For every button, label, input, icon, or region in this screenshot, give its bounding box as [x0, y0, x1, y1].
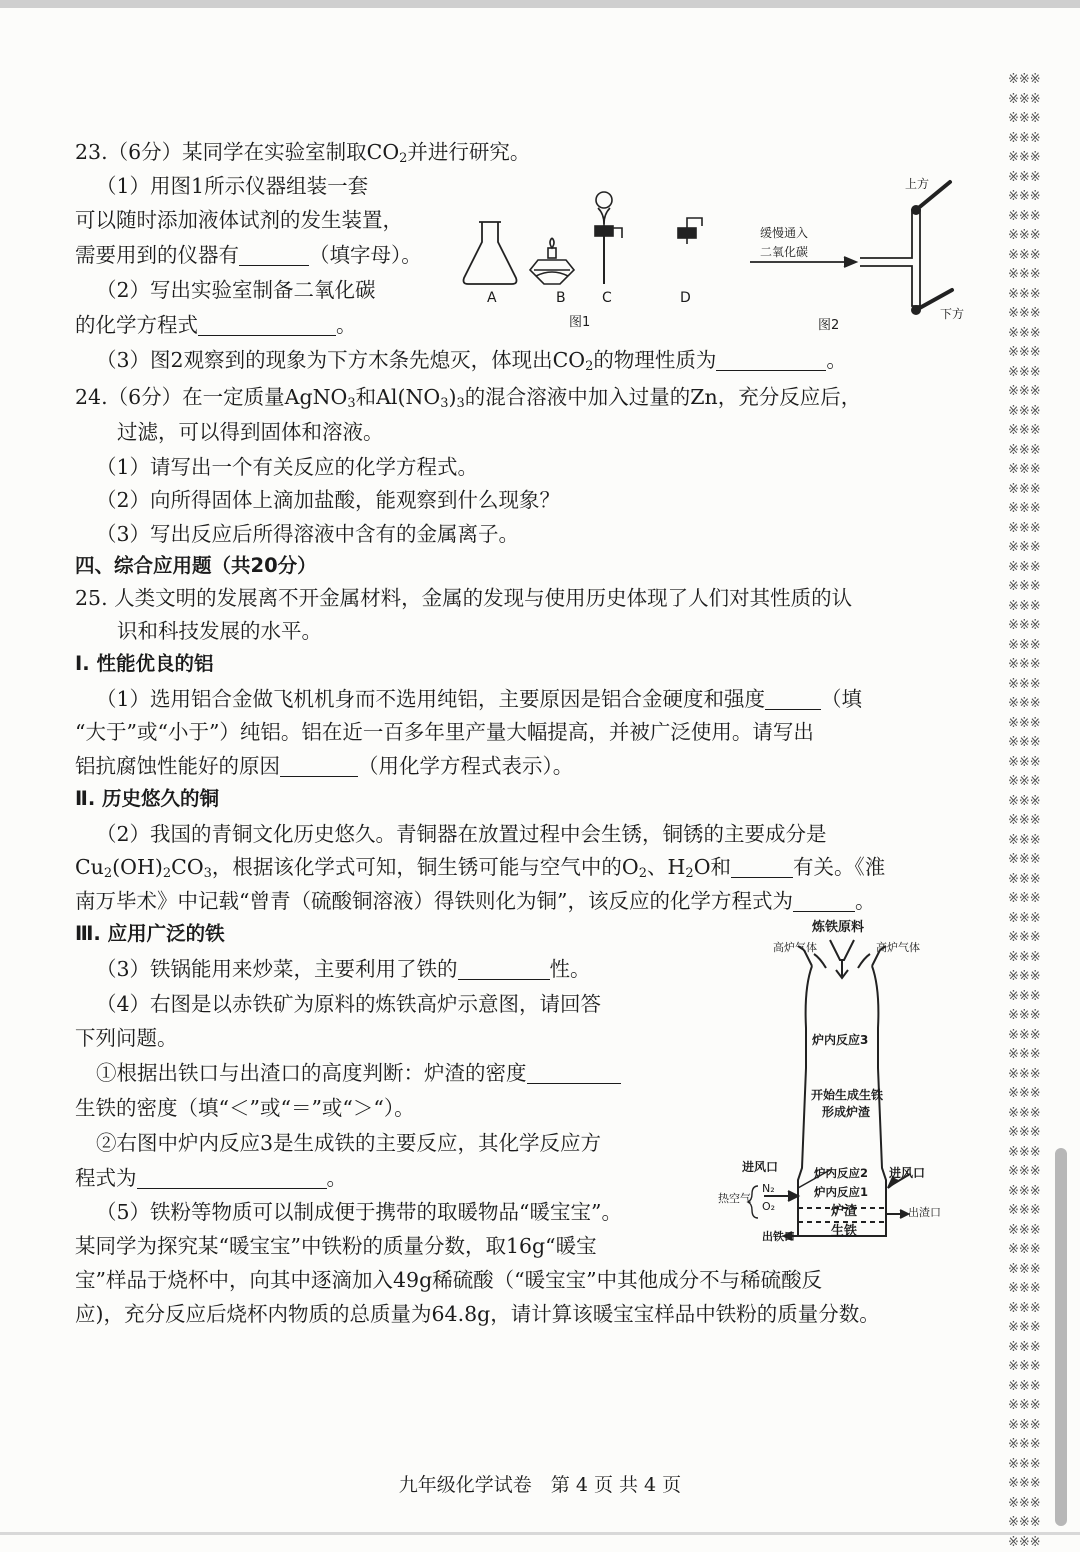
q25-part3: （3）铁锅能用来炒菜，主要利用了铁的 性。: [96, 957, 591, 981]
q23-part2: （2）写出实验室制备二氧化碳: [96, 278, 376, 302]
section-4-heading: 四、综合应用题（共20分）: [75, 554, 317, 577]
q23-part3: （3）图2观察到的现象为下方木条先熄灭，体现出$CO_2$的物理性质为 。: [96, 348, 847, 374]
answer-blank[interactable]: [793, 891, 855, 912]
q25-part5: （5）铁粉等物质可以制成便于携带的取暖物品“暖宝宝”。: [96, 1200, 623, 1224]
fig1-label-c: C: [602, 290, 612, 306]
answer-blank[interactable]: [716, 350, 826, 371]
q25-part4: （4）右图是以赤铁矿为原料的炼铁高炉示意图，请回答: [96, 992, 602, 1016]
top-bar: [0, 0, 1080, 8]
answer-blank[interactable]: [137, 1168, 327, 1189]
q25-part4-item1: ①根据出铁口与出渣口的高度判断：炉渣的密度: [96, 1059, 621, 1087]
q24-line2: 过滤，可以得到固体和溶液。: [117, 420, 384, 444]
answer-blank[interactable]: [458, 959, 550, 980]
furnace-inlet-left: 进风口: [742, 1160, 779, 1174]
q23-part2-line2: 的化学方程式 。: [75, 313, 357, 337]
q25-part2-line3: 南万毕术》中记载“曾青（硫酸铜溶液）得铁则化为铜”，该反应的化学方程式为 。: [75, 889, 876, 913]
q25-intro-line2: 识和科技发展的水平。: [117, 619, 322, 643]
fig2-inlet-label-1: 缓慢通入: [760, 226, 809, 240]
answer-blank[interactable]: [239, 245, 309, 266]
q23-part1: （1）用图1所示仪器组装一套: [96, 174, 369, 198]
furnace-slag-outlet: 出渣口: [908, 1206, 941, 1219]
q25-part5-line3: 宝”样品于烧杯中，向其中逐滴加入49g稀硫酸（“暖宝宝”中其他成分不与稀硫酸反: [75, 1268, 823, 1292]
q25-part1-line2: “大于”或“小于”）纯铝。铝在近一百多年里产量大幅提高，并被广泛使用。请写出: [75, 720, 814, 744]
alcohol-lamp-icon: [530, 238, 574, 284]
q24-title: 24.（6分）在一定质量AgNO$_3$和$Al(NO_3)_3$的混合溶液中加入过量的Zn，充分反应后，: [75, 385, 862, 411]
fig1-label-a: A: [487, 290, 497, 306]
furnace-reaction-2: 炉内反应2: [814, 1166, 869, 1180]
fig1-label-d: D: [680, 290, 691, 306]
q25-part1: （1）选用铝合金做飞机机身而不选用纯铝，主要原因是铝合金硬度和强度 （填: [96, 687, 863, 711]
answer-blank[interactable]: [765, 689, 821, 710]
fig2-top-label: 上方: [905, 177, 930, 191]
answer-blank[interactable]: [527, 1063, 621, 1084]
answer-blank[interactable]: [731, 857, 793, 878]
answer-blank[interactable]: [280, 756, 358, 777]
furnace-pig-iron: 生铁: [831, 1224, 858, 1239]
bottom-divider: [0, 1532, 1080, 1535]
q24-part2: （2）向所得固体上滴加盐酸，能观察到什么现象？: [96, 488, 561, 512]
subsection-copper: Ⅱ. 历史悠久的铜: [75, 787, 220, 810]
binding-margin-pattern: ※※※ ※※※ ※※※ ※※※ ※※※ ※※※ ※※※ ※※※ ※※※ ※※※ ※※※ ※※※ ※※※ ※※※ ※※※ ※※※ ※※※ ※※※ ※※※ ※※※ ※※※ ※※※ ※※※ ※※※ ※※※ ※※※ ※※※ ※※※ ※※※ ※※※ ※※※ ※※※ ※※※ ※※※ ※※※ ※※※ ※※※ ※※※ ※※※ ※※※ ※※※ ※※※ ※※※ ※※※ ※※※ ※※※ ※※※ ※※※ ※※※ ※※※ ※※※ ※※※ ※※※ ※※※ ※※※ ※※※ ※※※ ※※※ ※※※ ※※※ ※※※ ※※※ ※※※ ※※※ ※※※ ※※※ ※※※ ※※※ ※※※ ※※※ ※※※ ※※※ ※※※ ※※※ ※※※ ※※※: [1008, 72, 1041, 1550]
furnace-hot-air: 热空气: [718, 1192, 751, 1205]
fig1-caption: 图1: [569, 315, 591, 330]
fig2-caption: 图2: [818, 318, 840, 333]
conical-flask-icon: [464, 222, 517, 284]
furnace-gas-left: 高炉气体: [773, 941, 817, 954]
subsection-aluminum: Ⅰ. 性能优良的铝: [75, 652, 214, 675]
q25-part5-line2: 某同学为探究某“暖宝宝”中铁粉的质量分数，取16g“暖宝: [75, 1234, 597, 1258]
rubber-stopper-icon: [678, 218, 702, 244]
q25-part2: （2）我国的青铜文化历史悠久。青铜器在放置过程中会生锈，铜锈的主要成分是: [96, 822, 827, 846]
furnace-reaction-1: 炉内反应1: [814, 1185, 869, 1199]
furnace-n2: N₂: [762, 1182, 775, 1195]
furnace-o2: O₂: [762, 1200, 776, 1213]
furnace-start-iron: 开始生成生铁: [811, 1088, 884, 1102]
q23-part1-line3: 需要用到的仪器有 （填字母）。: [75, 243, 422, 267]
q23-part1-line2: 可以随时添加液体试剂的发生装置，: [75, 208, 403, 232]
q25-part5-line4: 应)，充分反应后烧杯内物质的总质量为64.8g，请计算该暖宝宝样品中铁粉的质量分数。: [75, 1302, 880, 1326]
q25-intro: 25. 人类文明的发展离不开金属材料，金属的发现与使用历史体现了人们对其性质的认: [75, 586, 853, 610]
figure-1-apparatus: [452, 180, 732, 340]
furnace-slag: 炉渣: [831, 1204, 858, 1219]
fig1-label-b: B: [556, 290, 566, 306]
q25-part4-item2-line2: 程式为 。: [75, 1166, 347, 1190]
q25-part2-line2: $Cu_2(OH)_2CO_3$，根据该化学式可知，铜生锈可能与空气中的$O_2$、$H_2O$和 有关。《淮: [75, 855, 886, 881]
q25-part1-line3: 铝抗腐蚀性能好的原因 （用化学方程式表示）。: [75, 754, 574, 778]
furnace-raw-material: 炼铁原料: [812, 920, 865, 935]
q24-part3: （3）写出反应后所得溶液中含有的金属离子。: [96, 522, 520, 546]
subsection-iron: Ⅲ. 应用广泛的铁: [75, 922, 225, 945]
q24-part1: （1）请写出一个有关反应的化学方程式。: [96, 455, 479, 479]
fig2-bottom-label: 下方: [940, 307, 965, 321]
answer-blank[interactable]: [198, 315, 336, 336]
q23-title: 23.（6分）某同学在实验室制取$CO_2$并进行研究。: [75, 140, 531, 166]
long-neck-funnel-icon: [595, 192, 622, 284]
q25-part4-item1-line2: 生铁的密度（填“＜”或“＝”或“＞“）。: [75, 1096, 415, 1120]
fig2-inlet-label-2: 二氧化碳: [760, 245, 809, 259]
page-footer: 九年级化学试卷 第 4 页 共 4 页: [398, 1474, 682, 1496]
furnace-reaction-3: 炉内反应3: [812, 1033, 869, 1047]
furnace-inlet-right: 进风口: [889, 1166, 926, 1180]
q25-part4-item2: ②右图中炉内反应3是生成铁的主要反应，其化学反应方: [96, 1131, 602, 1155]
furnace-form-slag: 形成炉渣: [822, 1105, 871, 1119]
furnace-gas-right: 高炉气体: [876, 941, 920, 954]
furnace-iron-outlet: 出铁口: [762, 1230, 795, 1243]
q25-part4-line2: 下列问题。: [75, 1026, 178, 1050]
